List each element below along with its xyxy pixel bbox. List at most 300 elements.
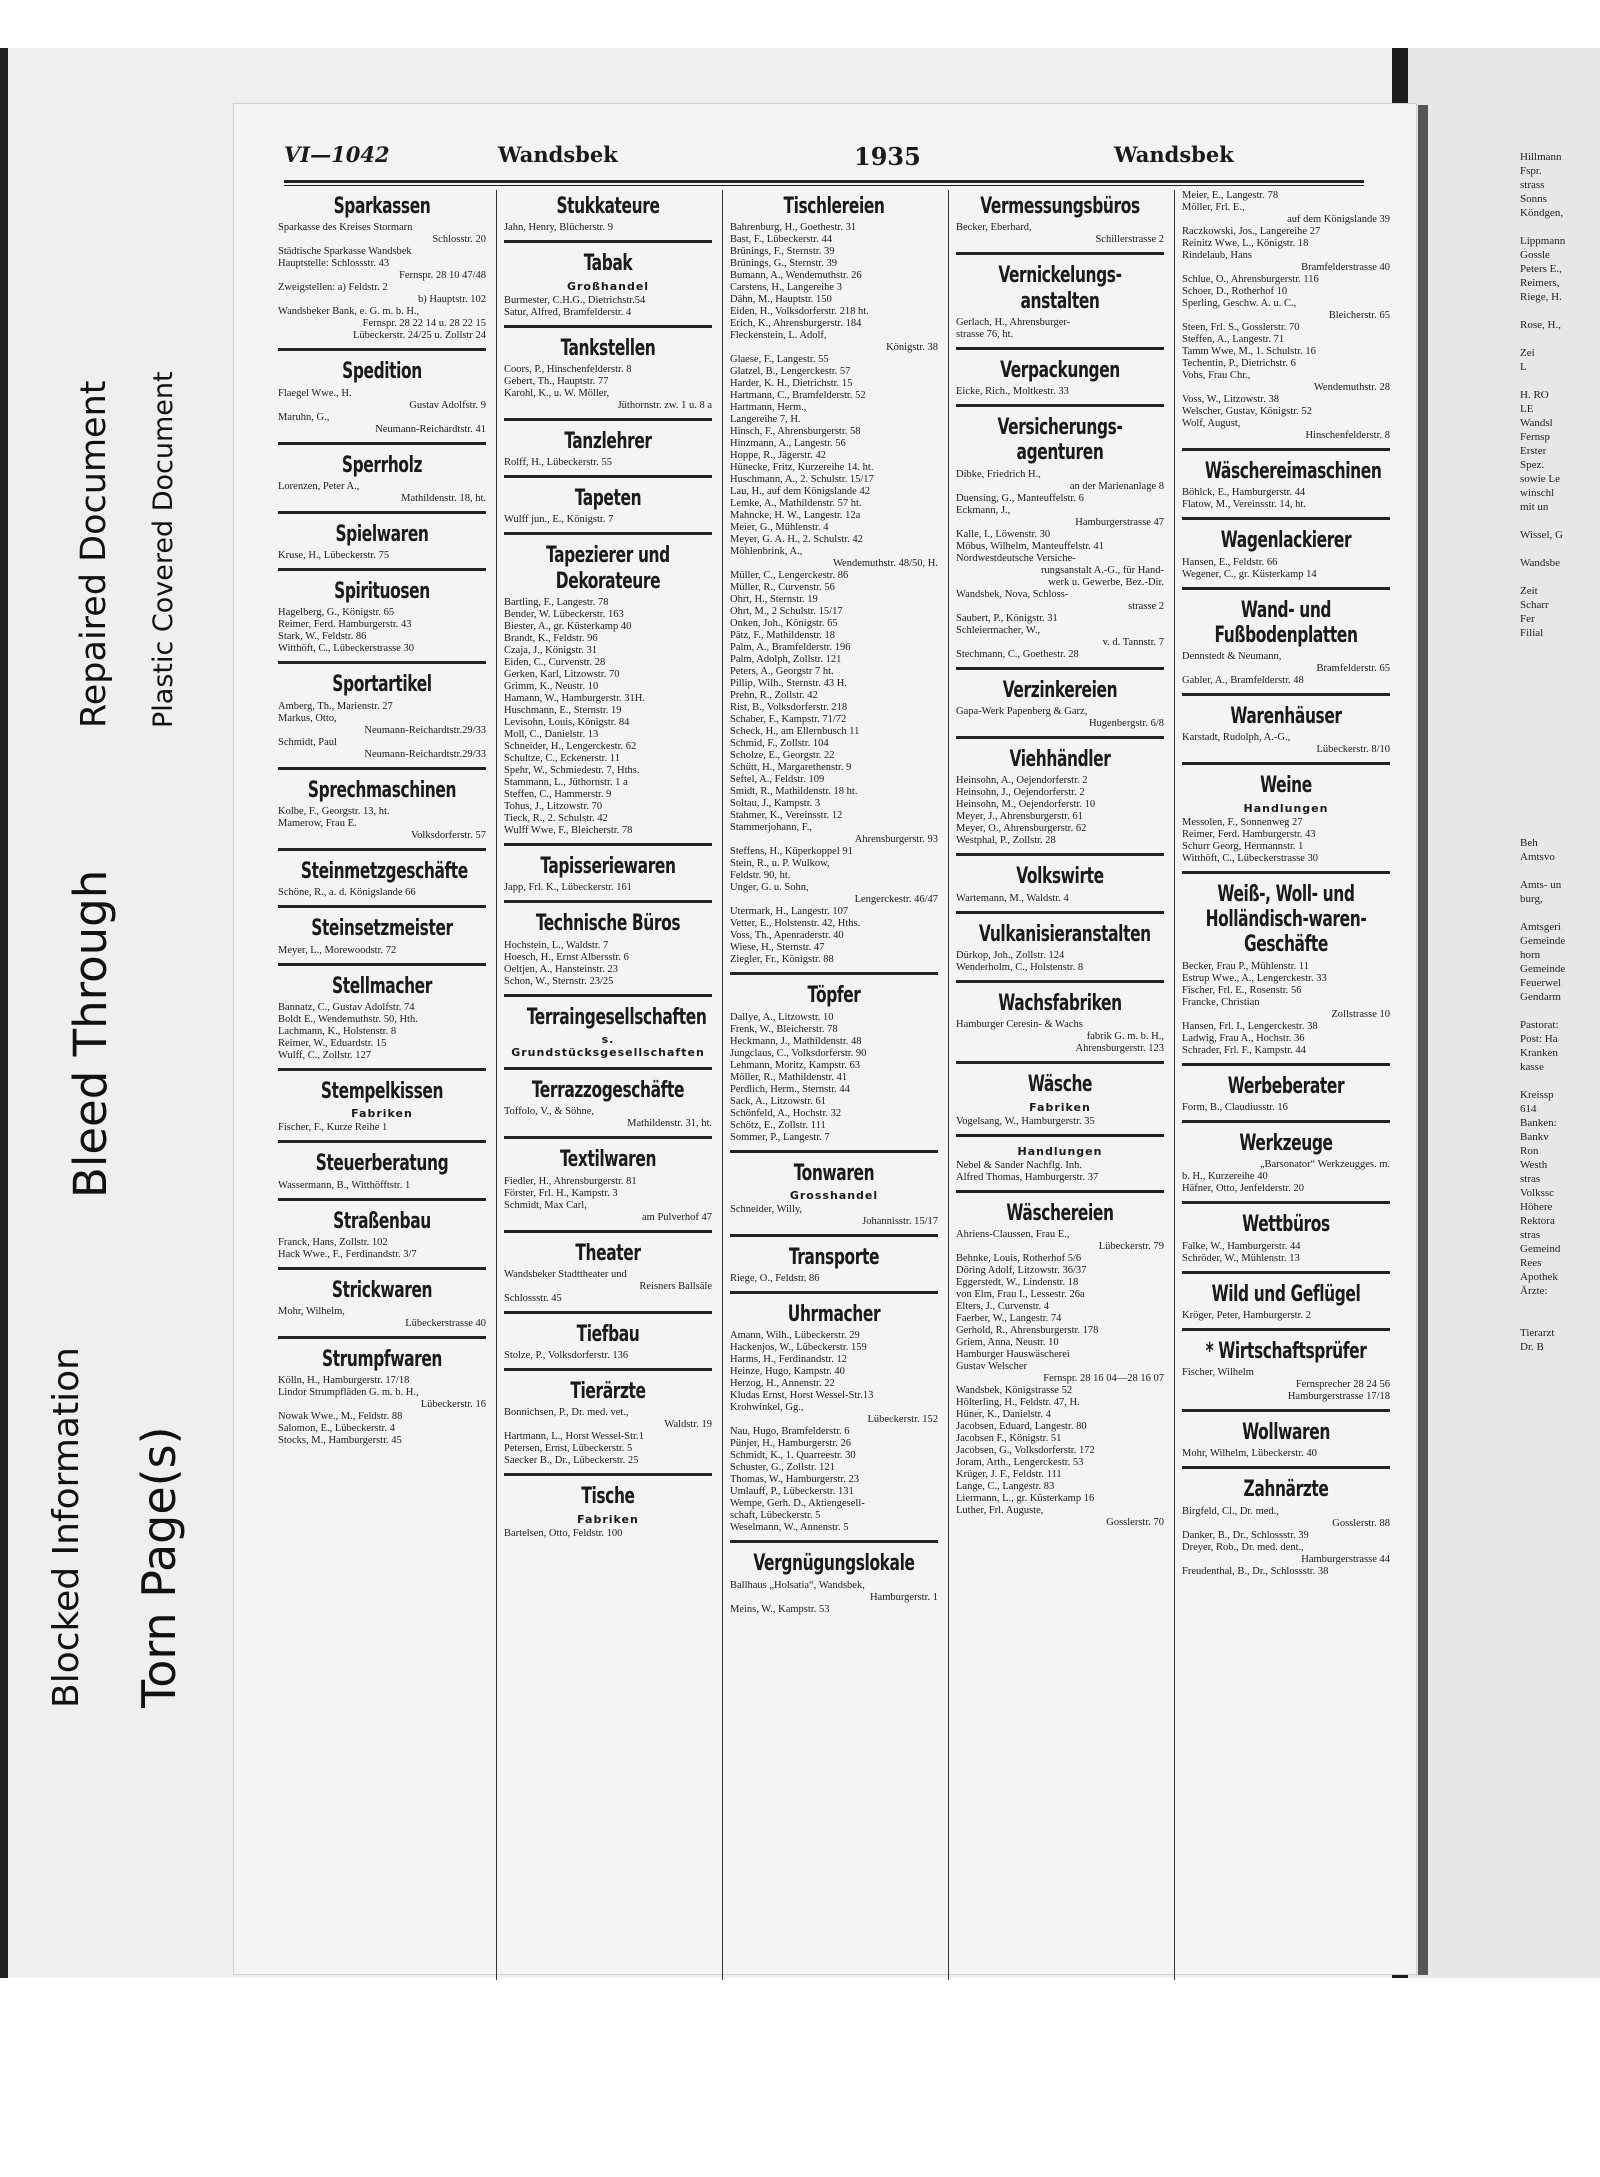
category-subheading: Fabriken: [351, 1107, 413, 1121]
facing-page-line: [1520, 1074, 1600, 1088]
header-year: 1935: [854, 142, 921, 171]
directory-entry: Städtische Sparkasse Wandsbek: [278, 246, 412, 258]
directory-entry: Wendemuthstr. 48/50, H.: [832, 558, 938, 570]
directory-entry: Müller, R., Curvenstr. 56: [730, 582, 835, 594]
directory-section: [730, 1161, 938, 1237]
directory-entry: Palm, Adolph, Zollstr. 121: [730, 654, 842, 666]
category-heading: Tischlereien: [783, 194, 885, 219]
facing-page-line: Volkssc: [1520, 1187, 1555, 1199]
column-divider: [948, 190, 949, 1980]
directory-entry: Schmidt, Max Carl,: [504, 1199, 587, 1211]
directory-entry: von Elm, Frau I., Lessestr. 26a: [956, 1288, 1085, 1300]
category-heading: Tonwaren: [793, 1160, 875, 1186]
directory-section: [1182, 1477, 1390, 1583]
directory-entry: Bonnichsen, P., Dr. med. vet.,: [504, 1407, 629, 1419]
facing-page-line: Gemeind: [1520, 1243, 1561, 1255]
directory-entry: Neumann-Reichardtstr. 41: [375, 423, 486, 435]
directory-section: [278, 194, 486, 351]
facing-page-line: Wandsl: [1520, 417, 1553, 429]
directory-entry: Stahmer, K., Vereinsstr. 12: [730, 810, 843, 822]
facing-page-line: Fer: [1520, 613, 1535, 625]
directory-entry: Czaja, J., Königstr. 31: [504, 645, 598, 657]
directory-entry: Voss, W., Litzowstr. 38: [1182, 394, 1279, 405]
directory-entry: Satur, Alfred, Bramfelderstr. 4: [504, 306, 632, 318]
directory-entry: Lindor Strumpfläden G. m. b. H.,: [278, 1387, 419, 1399]
directory-entry: Hagelberg, G., Königstr. 65: [278, 607, 395, 619]
directory-entry: Carstens, H., Langereihe 3: [730, 282, 842, 294]
directory-section: [1182, 528, 1390, 589]
directory-entry: Bleicherstr. 65: [1328, 310, 1390, 321]
category-heading: Theater: [575, 1240, 641, 1266]
facing-page-line: [1520, 808, 1600, 822]
directory-entry: Pünjer, H., Hamburgerstr. 26: [730, 1438, 851, 1450]
directory-section: [1182, 1339, 1390, 1412]
directory-entry: Perdlich, Herm., Sternstr. 44: [730, 1083, 850, 1095]
facing-page-line: Reimers,: [1520, 277, 1560, 289]
directory-entry: Mahncke, H. W., Langestr. 12a: [730, 510, 861, 522]
directory-section: [1182, 459, 1390, 520]
directory-entry: Palm, A., Bramfelderstr. 196: [730, 642, 851, 654]
column-divider: [722, 190, 723, 1980]
directory-entry: b) Hauptstr. 102: [418, 294, 486, 306]
directory-entry: Eicke, Rich., Moltkestr. 33: [956, 386, 1069, 398]
facing-page-line: sowie Le: [1520, 473, 1561, 485]
directory-entry: Umlauff, P., Lübeckerstr. 131: [730, 1486, 854, 1498]
facing-page-line: Wandsbe: [1520, 557, 1561, 569]
directory-section: [278, 672, 486, 769]
directory-entry: Ohrt, H., Sternstr. 19: [730, 594, 818, 606]
directory-entry: Witthöft, C., Lübeckerstrasse 30: [278, 643, 415, 655]
facing-page-line: Dr. B: [1520, 1341, 1544, 1353]
directory-entry: Bannatz, C., Gustav Adolfstr. 74: [278, 1001, 415, 1013]
directory-entry: Hartmann, L., Horst Wessel-Str.1: [504, 1431, 644, 1443]
category-heading: Zahnärzte: [1243, 1477, 1329, 1503]
directory-entry: Grimm, K., Neustr. 10: [504, 681, 599, 693]
directory-entry: Glatzel, B., Lengerckestr. 57: [730, 366, 851, 378]
directory-entry: Form, B., Claudiusstr. 16: [1182, 1101, 1288, 1113]
facing-page-line: mit un: [1520, 501, 1549, 513]
directory-entry: Flaegel Wwe., H.: [278, 387, 352, 399]
directory-entry: Rindelaub, Hans: [1182, 250, 1252, 261]
directory-entry: strasse 2: [1128, 600, 1164, 612]
directory-entry: Scheck, H., am Ellernbusch 11: [730, 726, 860, 738]
label-torn-pages: Torn Page(s): [132, 1426, 186, 1708]
directory-entry: Hack Wwe., F., Ferdinandstr. 3/7: [278, 1248, 417, 1260]
facing-page-line: Fspr.: [1520, 165, 1542, 177]
directory-entry: Spehr, W., Schmiedestr. 7, Hths.: [504, 765, 640, 777]
directory-section: [504, 336, 712, 421]
category-heading: Weine: [1260, 773, 1312, 799]
category-heading: Tapisseriewaren: [540, 854, 676, 880]
directory-entry: Kölln, H., Hamburgerstr. 17/18: [278, 1375, 410, 1387]
directory-entry: Coors, P., Hinschenfelderstr. 8: [504, 363, 632, 375]
directory-entry: Tamm Wwe, M., 1. Schulstr. 16: [1182, 346, 1316, 357]
directory-entry: Wulff, C., Zollstr. 127: [278, 1049, 372, 1061]
directory-entry: Ahrensburgerstr. 93: [854, 834, 938, 846]
directory-entry: Amann, Wilh., Lübeckerstr. 29: [730, 1330, 860, 1342]
directory-entry: Reimer, Ferd. Hamburgerstr. 43: [1182, 828, 1316, 840]
directory-entry: Stein, R., u. P. Wulkow,: [730, 858, 830, 870]
directory-entry: Harder, K. H., Dietrichstr. 15: [730, 378, 853, 390]
directory-entry: Frenk, W., Bleicherstr. 78: [730, 1023, 838, 1035]
directory-entry: schaft, Lübeckerstr. 5: [730, 1510, 821, 1522]
directory-entry: Mamerow, Frau E.: [278, 818, 357, 830]
category-heading: Tabak: [583, 251, 633, 277]
directory-entry: Becker, Frau P., Mühlenstr. 11: [1182, 960, 1309, 972]
directory-entry: fabrik G. m. b. H.,: [1086, 1031, 1164, 1043]
directory-entry: Wandsbek, Nova, Schloss-: [956, 588, 1069, 600]
facing-page-line: Amts- un: [1520, 879, 1562, 891]
facing-page-line: [1520, 682, 1600, 696]
category-heading: Viehhändler: [1009, 747, 1111, 773]
directory-section: [956, 678, 1164, 739]
directory-entry: Hünecke, Fritz, Kurzereihe 14. ht.: [730, 462, 874, 474]
directory-entry: Hamann, W., Hamburgerstr. 31H.: [504, 693, 645, 705]
directory-section: [278, 359, 486, 444]
directory-entry: Nau, Hugo, Bramfelderstr. 6: [730, 1426, 850, 1438]
category-heading: Stukkateure: [556, 194, 660, 219]
facing-page-line: Kreissp: [1520, 1089, 1554, 1101]
directory-section: [1182, 1131, 1390, 1204]
directory-entry: Messolen, F., Sonnenweg 27: [1182, 816, 1303, 828]
directory-entry: Waldstr. 19: [664, 1419, 712, 1431]
directory-section: [956, 864, 1164, 913]
directory-page: [234, 104, 1416, 1974]
facing-page-line: 614: [1520, 1103, 1537, 1115]
directory-entry: Tohus, J., Litzowstr. 70: [504, 801, 603, 813]
directory-entry: Japp, Frl. K., Lübeckerstr. 161: [504, 882, 633, 894]
binding-edge: [1418, 105, 1428, 1975]
directory-entry: Meyer, G. A. H., 2. Schulstr. 42: [730, 534, 863, 546]
directory-entry: b. H., Kurzereihe 40: [1182, 1171, 1268, 1183]
directory-entry: Ohrt, M., 2 Schulstr. 15/17: [730, 606, 843, 618]
category-heading: Tankstellen: [560, 335, 656, 361]
directory-entry: Hansen, E., Feldstr. 66: [1182, 556, 1278, 568]
directory-entry: Gosslerstr. 88: [1332, 1517, 1390, 1529]
directory-entry: Schrader, Frl. F., Kampstr. 44: [1182, 1044, 1306, 1056]
category-subheading: Fabriken: [577, 1512, 639, 1526]
directory-entry: Fernsprecher 28 24 56: [1295, 1379, 1390, 1391]
facing-page-line: strass: [1520, 179, 1545, 191]
directory-entry: Lemke, A., Mathildenstr. 57 ht.: [730, 498, 862, 510]
directory-entry: Lehmann, Moritz, Kampstr. 63: [730, 1059, 861, 1071]
directory-entry: Schröder, W., Mühlenstr. 13: [1182, 1252, 1300, 1264]
directory-entry: Kröger, Peter, Hamburgerstr. 2: [1182, 1309, 1312, 1321]
directory-entry: Huschmann, A., 2. Schulstr. 15/17: [730, 474, 874, 486]
header-city-left: Wandsbek: [498, 142, 618, 167]
facing-page-line: [1520, 906, 1600, 920]
directory-entry: Gapa-Werk Papenberg & Garz,: [956, 706, 1088, 718]
facing-page-line: Banken:: [1520, 1117, 1557, 1129]
directory-entry: Moll, C., Danielstr. 13: [504, 729, 599, 741]
directory-entry: Möller, R., Mathildenstr. 41: [730, 1071, 848, 1083]
directory-entry: Hamburger Hauswäscherei: [956, 1348, 1070, 1360]
directory-entry: Jacobsen F., Königstr. 51: [956, 1432, 1062, 1444]
directory-entry: Vogelsang, W., Hamburgerstr. 35: [956, 1115, 1095, 1127]
directory-entry: Dallye, A., Litzowstr. 10: [730, 1011, 834, 1023]
directory-section: [278, 778, 486, 851]
facing-page-line: Lippmann: [1520, 235, 1566, 247]
category-heading: Textilwaren: [559, 1147, 657, 1173]
category-heading: Vulkanisieranstalten: [978, 921, 1151, 947]
directory-entry: Mathildenstr. 31, ht.: [627, 1118, 712, 1130]
column-2: [504, 190, 712, 1554]
directory-entry: Eiden, H., Volksdorferstr. 218 ht.: [730, 306, 869, 318]
directory-entry: Estrup Wwe., A., Lengerckestr. 33: [1182, 972, 1327, 984]
facing-page-line: [1520, 864, 1600, 878]
directory-entry: Förster, Frl. H., Kampstr. 3: [504, 1187, 618, 1199]
directory-section: [504, 1241, 712, 1314]
facing-page-line: stras: [1520, 1173, 1541, 1185]
directory-section: [1182, 598, 1390, 697]
category-heading: Vergnügungslokale: [753, 1551, 915, 1577]
directory-entry: Gosslerstr. 70: [1106, 1516, 1164, 1528]
directory-entry: Wenderholm, C., Holstenstr. 8: [956, 961, 1084, 973]
directory-entry: Steffen, A., Langestr. 71: [1182, 334, 1285, 345]
directory-section: [1182, 190, 1390, 451]
directory-entry: Steffens, H., Küperkoppel 91: [730, 846, 853, 858]
directory-entry: Reimer, Ferd. Hamburgerstr. 43: [278, 619, 412, 631]
facing-page-line: Westh: [1520, 1159, 1548, 1171]
facing-page-line: Rees: [1520, 1257, 1542, 1269]
directory-entry: Kalle, I., Löwenstr. 30: [956, 528, 1051, 540]
directory-entry: Herzog, H., Annenstr. 22: [730, 1378, 835, 1390]
directory-entry: Wegener, C., gr. Küsterkamp 14: [1182, 568, 1317, 580]
directory-section: [278, 974, 486, 1071]
category-heading: Terraingesellschaften: [526, 1004, 707, 1030]
facing-page-line: Feuerwel: [1520, 977, 1561, 989]
directory-entry: Wandsbeker Stadttheater und: [504, 1268, 627, 1280]
directory-entry: Sperling, Geschw. A. u. C.,: [1182, 298, 1297, 309]
directory-entry: auf dem Königslande 39: [1287, 214, 1390, 225]
directory-entry: Eckmann, J.,: [956, 504, 1011, 516]
directory-entry: Brünings, G., Sternstr. 39: [730, 258, 838, 270]
facing-page-line: L: [1520, 361, 1527, 373]
directory-entry: Thomas, W., Hamburgerstr. 23: [730, 1474, 860, 1486]
directory-section: [278, 579, 486, 664]
facing-page-line: [1520, 794, 1600, 808]
directory-entry: Schöne, R., a. d. Königslande 66: [278, 887, 416, 899]
directory-entry: Vetter, E., Holstenstr. 42, Hths.: [730, 918, 861, 930]
facing-page-line: [1520, 738, 1600, 752]
directory-entry: Riege, O., Feldstr. 86: [730, 1273, 820, 1285]
directory-entry: Zweigstellen: a) Feldstr. 2: [278, 282, 388, 294]
directory-entry: Lübeckerstrasse 40: [405, 1318, 486, 1330]
column-4: [956, 190, 1164, 1543]
directory-entry: Techentin, P., Dietrichstr. 6: [1182, 358, 1296, 369]
facing-page-line: winschl: [1520, 487, 1555, 499]
directory-entry: Jahn, Henry, Blücherstr. 9: [504, 222, 613, 234]
directory-entry: Ahriens-Claussen, Frau E.,: [956, 1228, 1070, 1240]
facing-page-line: LE: [1520, 403, 1534, 415]
facing-page-line: [1520, 780, 1600, 794]
category-heading: * Wirtschaftsprüfer: [1205, 1338, 1367, 1364]
category-heading: Tapezierer und Dekorateure: [546, 543, 670, 594]
directory-section: [504, 194, 712, 243]
facing-page-line: Höhere: [1520, 1201, 1553, 1213]
directory-entry: Ziegler, Fr., Königstr. 88: [730, 954, 834, 966]
directory-entry: Salomon, E., Lübeckerstr. 4: [278, 1423, 395, 1435]
facing-page-line: Peters E.,: [1520, 263, 1562, 275]
directory-entry: Schneider, H., Lengerckestr. 62: [504, 741, 637, 753]
facing-page-line: Fernsp: [1520, 431, 1550, 443]
directory-entry: Wendemuthstr. 28: [1313, 382, 1390, 393]
category-heading: Werbeberater: [1227, 1073, 1345, 1099]
directory-section: [956, 1072, 1164, 1136]
directory-section: [504, 429, 712, 478]
facing-page-line: Gossle: [1520, 249, 1550, 261]
directory-entry: Hochstein, L., Waldstr. 7: [504, 939, 609, 951]
directory-entry: Birgfeld, Cl., Dr. med.,: [1182, 1505, 1279, 1517]
column-divider: [1174, 190, 1175, 1980]
facing-page-line: [1520, 514, 1600, 528]
directory-entry: Fischer, F., Kurze Reihe 1: [278, 1122, 388, 1134]
directory-section: [956, 922, 1164, 983]
category-subheading: Grosshandel: [789, 1188, 879, 1202]
directory-entry: Pillip, Wilh., Sternstr. 43 H.: [730, 678, 847, 690]
directory-entry: Wulff jun., E., Königstr. 7: [504, 514, 614, 526]
directory-entry: Francke, Christian: [1182, 996, 1260, 1008]
directory-entry: Westphal, P., Zollstr. 28: [956, 835, 1056, 847]
facing-page-line: Post: Ha: [1520, 1033, 1558, 1045]
category-heading: Wollwaren: [1242, 1420, 1330, 1446]
category-heading: Terrazzogeschäfte: [531, 1077, 685, 1103]
directory-entry: Seftel, A., Feldstr. 109: [730, 774, 825, 786]
directory-entry: Schmidt, Paul: [278, 736, 337, 748]
directory-entry: Voss, Th., Apenraderstr. 40: [730, 930, 844, 942]
facing-page-line: Amtsgeri: [1520, 921, 1561, 933]
directory-entry: Hugenbergstr. 6/8: [1088, 718, 1164, 730]
directory-entry: Gerken, Karl, Litzowstr. 70: [504, 669, 620, 681]
directory-section: [278, 1151, 486, 1200]
directory-entry: am Pulverhof 47: [642, 1211, 712, 1223]
directory-entry: Sommer, P., Langestr. 7: [730, 1131, 830, 1143]
directory-entry: Maruhn, G.,: [278, 411, 330, 423]
directory-section: [504, 1484, 712, 1545]
category-heading: Wäschereimaschinen: [1204, 459, 1382, 484]
directory-entry: Onken, Joh., Königstr. 65: [730, 618, 838, 630]
directory-entry: Pätz, F., Mathildenstr. 18: [730, 630, 836, 642]
directory-entry: Schmid, F., Zollstr. 104: [730, 738, 829, 750]
directory-entry: Rist, B., Volksdorferstr. 218: [730, 702, 848, 714]
directory-section: [1182, 704, 1390, 765]
directory-entry: Steen, Frl. S., Gosslerstr. 70: [1182, 322, 1300, 333]
category-heading: Sparkassen: [333, 194, 431, 219]
facing-page-line: Scharr: [1520, 599, 1549, 611]
directory-entry: Duensing, G., Manteuffelstr. 6: [956, 492, 1084, 504]
category-heading: Tierärzte: [570, 1379, 646, 1405]
directory-entry: Saubert, P., Königstr. 31: [956, 612, 1058, 624]
directory-entry: Luther, Frl. Auguste,: [956, 1504, 1044, 1516]
directory-entry: Gabler, A., Bramfelderstr. 48: [1182, 675, 1304, 687]
directory-entry: Hauptstelle: Schlossstr. 43: [278, 258, 390, 270]
directory-entry: Meyer, O., Ahrensburgerstr. 62: [956, 823, 1087, 835]
directory-entry: Freudenthal, B., Dr., Schlossstr. 38: [1182, 1565, 1329, 1577]
directory-entry: Danker, B., Dr., Schlossstr. 39: [1182, 1529, 1309, 1541]
directory-entry: Wempe, Gerh. D., Aktiengesell-: [730, 1498, 865, 1510]
directory-entry: Schurr Georg, Hermannstr. 1: [1182, 840, 1304, 852]
directory-entry: Schillerstrasse 2: [1095, 234, 1164, 246]
directory-entry: Bartling, F., Langestr. 78: [504, 597, 609, 609]
directory-entry: Dürkop, Joh., Zollstr. 124: [956, 949, 1065, 961]
facing-page-line: [1520, 332, 1600, 346]
directory-section: [956, 415, 1164, 670]
directory-entry: Heckmann, J., Mathildenstr. 48: [730, 1035, 862, 1047]
label-repaired-document: Repaired Document: [74, 380, 114, 728]
directory-entry: Prehn, R., Zollstr. 42: [730, 690, 818, 702]
facing-page-line: Ärzte:: [1520, 1285, 1548, 1297]
directory-entry: Wandsbeker Bank, e. G. m. b. H.,: [278, 306, 420, 318]
facing-page-line: [1520, 724, 1600, 738]
category-heading: Technische Büros: [535, 911, 681, 937]
directory-entry: Liermann, L., gr. Küsterkamp 16: [956, 1492, 1095, 1504]
directory-entry: rungsanstalt A.-G., für Hand-: [1040, 564, 1164, 576]
directory-entry: Fleckenstein, L. Adolf,: [730, 330, 827, 342]
category-heading: Stellmacher: [331, 973, 432, 999]
facing-page-line: Filial: [1520, 627, 1544, 639]
directory-entry: Hölterling, H., Feldstr. 47, H.: [956, 1396, 1080, 1408]
directory-entry: Peters, A., Georgstr 7 ht.: [730, 666, 834, 678]
directory-entry: Boldt E., Wendemuthstr. 50, Hth.: [278, 1013, 418, 1025]
facing-page-line: Zeit: [1520, 585, 1538, 597]
page-header: [284, 142, 1364, 172]
directory-section: [504, 854, 712, 903]
directory-section: [278, 1209, 486, 1270]
directory-entry: Kruse, H., Lübeckerstr. 75: [278, 550, 390, 562]
category-heading: Tanzlehrer: [564, 428, 652, 454]
category-heading: Versicherungs-agenturen: [997, 415, 1123, 466]
category-heading: Steinsetzmeister: [311, 916, 453, 942]
directory-entry: Reisners Ballsäle: [639, 1280, 712, 1292]
directory-entry: Nowak Wwe., M., Feldstr. 88: [278, 1411, 403, 1423]
directory-entry: Fernspr. 28 10 47/48: [399, 270, 486, 282]
directory-entry: Meins, W., Kampstr. 53: [730, 1603, 830, 1615]
directory-entry: Karstadt, Rudolph, A.-G.,: [1182, 732, 1291, 744]
directory-entry: Jacobsen, G., Volksdorferstr. 172: [956, 1444, 1095, 1456]
facing-page-line: Rektora: [1520, 1215, 1555, 1227]
directory-entry: Fischer, Frl. E., Rosenstr. 56: [1182, 984, 1302, 996]
directory-entry: Elters, J., Curvenstr. 4: [956, 1300, 1050, 1312]
directory-entry: Stammerjohann, F.,: [730, 822, 812, 834]
directory-entry: Gustav Welscher: [956, 1360, 1027, 1372]
facing-page-line: Sonns: [1520, 193, 1547, 205]
facing-page-line: Amtsvo: [1520, 851, 1555, 863]
facing-page-line: Spez.: [1520, 459, 1545, 471]
category-heading: Tiefbau: [576, 1321, 640, 1347]
directory-entry: Königstr. 38: [886, 342, 938, 354]
directory-entry: Hamburgerstrasse 44: [1301, 1553, 1390, 1565]
directory-entry: Jungclaus, C., Volksdorferstr. 90: [730, 1047, 867, 1059]
directory-entry: Hoesch, H., Ernst Albersstr. 6: [504, 951, 629, 963]
directory-entry: Levisohn, Louis, Königstr. 84: [504, 717, 630, 729]
directory-entry: Döring Adolf, Litzowstr. 36/37: [956, 1264, 1087, 1276]
directory-entry: Dreyer, Rob., Dr. med. dent.,: [1182, 1541, 1304, 1553]
directory-entry: Bast, F., Lübeckerstr. 44: [730, 234, 833, 246]
category-subheading: Fabriken: [1029, 1100, 1091, 1114]
facing-page-line: [1520, 1004, 1600, 1018]
directory-entry: Schon, W., Sternstr. 23/25: [504, 975, 614, 987]
directory-entry: Amberg, Th., Marienstr. 27: [278, 700, 393, 712]
directory-section: [956, 194, 1164, 255]
directory-entry: Hartmann, Herm.,: [730, 402, 807, 414]
directory-section: [956, 1145, 1164, 1193]
category-heading: Verpackungen: [1000, 357, 1120, 383]
column-divider: [496, 190, 497, 1980]
facing-page-line: Kranken: [1520, 1047, 1558, 1059]
directory-section: [504, 251, 712, 327]
directory-entry: Saecker B., Dr., Lübeckerstr. 25: [504, 1455, 639, 1467]
category-heading: Wagenlackierer: [1220, 528, 1352, 554]
